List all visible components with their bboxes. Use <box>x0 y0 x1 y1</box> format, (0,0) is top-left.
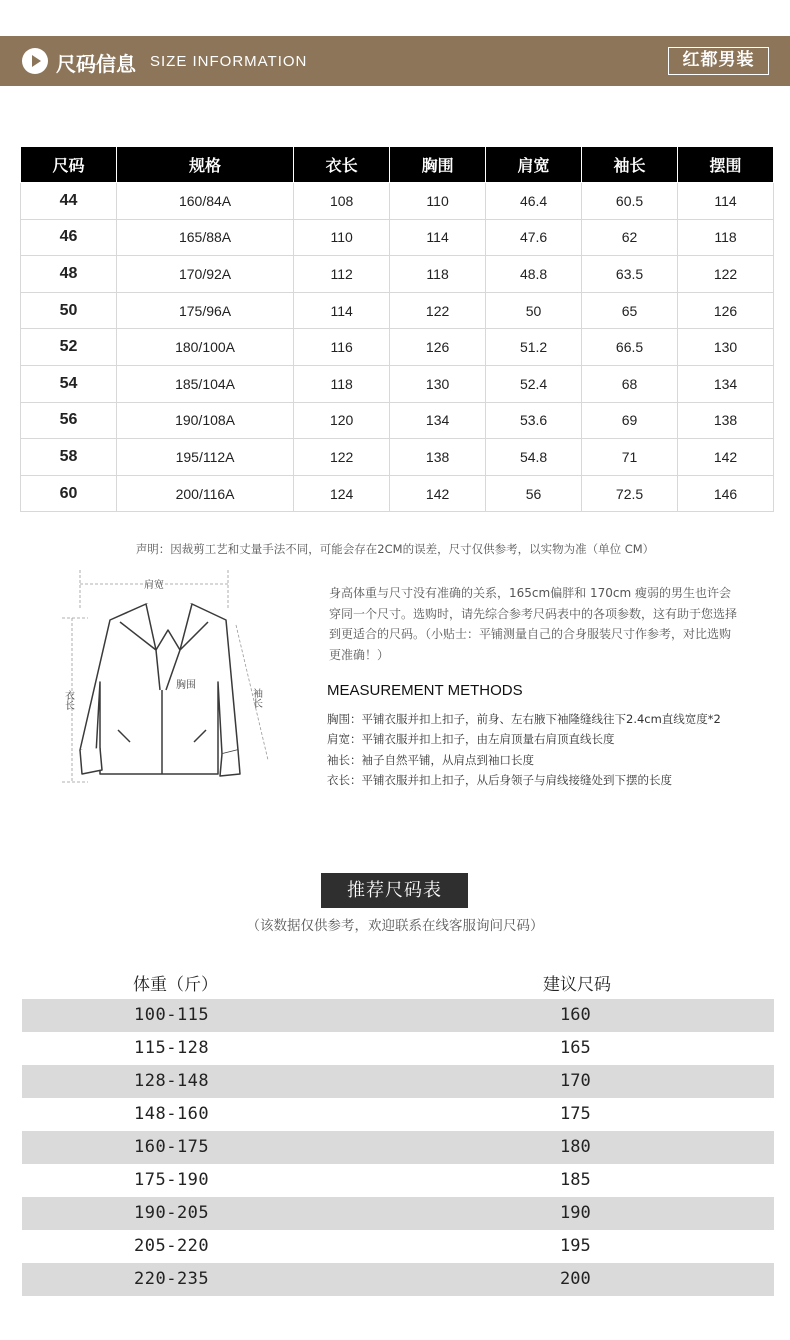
table-cell: 110 <box>294 219 390 256</box>
table-cell: 142 <box>678 439 774 476</box>
section-header <box>0 36 790 86</box>
suggested-size: 165 <box>560 1038 591 1058</box>
table-row <box>21 183 774 220</box>
weight-range: 175-190 <box>134 1170 210 1190</box>
table-cell: 124 <box>294 475 390 512</box>
suggested-size: 200 <box>560 1269 591 1289</box>
suggested-size: 160 <box>560 1005 591 1025</box>
table-cell: 134 <box>390 402 486 439</box>
section-title-en: SIZE INFORMATION <box>150 53 308 70</box>
table-cell: 54.8 <box>486 439 582 476</box>
list-item <box>22 1197 774 1230</box>
method-title: MEASUREMENT METHODS <box>327 682 523 699</box>
table-row <box>21 439 774 476</box>
method-line-sleeve: 袖长：袖子自然平铺，从肩点到袖口长度 <box>327 752 534 767</box>
table-cell: 60.5 <box>582 183 678 220</box>
method-line-length: 衣长：平铺衣服并扣上扣子，从后身领子与肩线接缝处到下摆的长度 <box>327 772 672 787</box>
table-row <box>21 475 774 512</box>
size-cell: 50 <box>21 292 117 329</box>
disclaimer-text: 声明：因裁剪工艺和丈量手法不同，可能会存在2CM的误差，尺寸仅供参考，以实物为准（单位 CM） <box>135 542 655 556</box>
table-cell: 72.5 <box>582 475 678 512</box>
table-row <box>21 256 774 293</box>
list-item <box>22 1263 774 1296</box>
table-cell: 65 <box>582 292 678 329</box>
weight-range: 115-128 <box>134 1038 210 1058</box>
table-cell: 185/104A <box>116 365 293 402</box>
size-cell: 58 <box>21 439 117 476</box>
size-table <box>20 146 774 512</box>
table-cell: 116 <box>294 329 390 366</box>
play-circle-icon <box>22 48 48 74</box>
list-item <box>22 1131 774 1164</box>
list-item <box>22 1032 774 1065</box>
table-cell: 108 <box>294 183 390 220</box>
size-table-header-cell: 肩宽 <box>486 147 582 183</box>
sleeve-label: 袖长 <box>250 688 262 708</box>
suggested-size: 185 <box>560 1170 591 1190</box>
recommend-title: 推荐尺码表 <box>321 873 468 908</box>
table-cell: 180/100A <box>116 329 293 366</box>
table-cell: 190/108A <box>116 402 293 439</box>
weight-range: 205-220 <box>134 1236 210 1256</box>
weight-range: 220-235 <box>134 1269 210 1289</box>
table-row <box>21 365 774 402</box>
recommend-table <box>22 999 774 1296</box>
size-table-header-cell: 胸围 <box>390 147 486 183</box>
table-cell: 51.2 <box>486 329 582 366</box>
table-cell: 146 <box>678 475 774 512</box>
size-cell: 52 <box>21 329 117 366</box>
table-cell: 122 <box>390 292 486 329</box>
table-cell: 126 <box>678 292 774 329</box>
chest-label: 胸围 <box>176 680 196 691</box>
section-title: 尺码信息 <box>56 52 136 76</box>
table-cell: 66.5 <box>582 329 678 366</box>
weight-range: 190-205 <box>134 1203 210 1223</box>
size-cell: 44 <box>21 183 117 220</box>
size-cell: 48 <box>21 256 117 293</box>
method-line-shoulder: 肩宽：平铺衣服并扣上扣子，由左肩顶量右肩顶直线长度 <box>327 732 615 747</box>
table-row <box>21 219 774 256</box>
table-cell: 69 <box>582 402 678 439</box>
table-cell: 114 <box>390 219 486 256</box>
weight-range: 148-160 <box>134 1104 210 1124</box>
size-cell: 60 <box>21 475 117 512</box>
brand-badge: 红都男装 <box>668 47 769 75</box>
size-cell: 46 <box>21 219 117 256</box>
shoulder-label: 肩宽 <box>144 580 164 591</box>
table-cell: 118 <box>678 219 774 256</box>
suggested-size: 190 <box>560 1203 591 1223</box>
table-cell: 110 <box>390 183 486 220</box>
table-cell: 138 <box>678 402 774 439</box>
table-cell: 138 <box>390 439 486 476</box>
weight-range: 100-115 <box>134 1005 210 1025</box>
table-cell: 53.6 <box>486 402 582 439</box>
weight-range: 160-175 <box>134 1137 210 1157</box>
table-cell: 195/112A <box>116 439 293 476</box>
table-cell: 142 <box>390 475 486 512</box>
recommend-subtitle: （该数据仅供参考，欢迎联系在线客服询问尺码） <box>246 918 544 934</box>
table-cell: 122 <box>678 256 774 293</box>
jacket-diagram <box>58 570 278 790</box>
table-cell: 112 <box>294 256 390 293</box>
size-table-header-cell: 尺码 <box>21 147 117 183</box>
list-item <box>22 1098 774 1131</box>
size-table-header-cell: 衣长 <box>294 147 390 183</box>
table-cell: 118 <box>294 365 390 402</box>
table-cell: 63.5 <box>582 256 678 293</box>
table-cell: 120 <box>294 402 390 439</box>
table-cell: 47.6 <box>486 219 582 256</box>
table-cell: 170/92A <box>116 256 293 293</box>
table-cell: 126 <box>390 329 486 366</box>
table-cell: 114 <box>678 183 774 220</box>
table-cell: 62 <box>582 219 678 256</box>
table-cell: 56 <box>486 475 582 512</box>
size-table-header <box>21 147 774 183</box>
table-cell: 68 <box>582 365 678 402</box>
size-table-header-cell: 规格 <box>116 147 293 183</box>
table-cell: 50 <box>486 292 582 329</box>
recommend-head-weight: 体重（斤） <box>133 975 218 995</box>
table-cell: 130 <box>678 329 774 366</box>
table-row <box>21 292 774 329</box>
length-label: 衣长 <box>62 690 74 710</box>
measure-paragraph: 身高体重与尺寸没有准确的关系，165cm偏胖和 170cm 瘦弱的男生也许会穿同一个尺寸。选购时，请先综合参考尺码表中的各项参数，这有助于您选择到更适合的尺码。（小贴士：平铺测量自己的合身服装尺寸作参考，对比选购更准确！） <box>329 586 738 662</box>
list-item <box>22 1164 774 1197</box>
table-cell: 200/116A <box>116 475 293 512</box>
suggested-size: 180 <box>560 1137 591 1157</box>
recommend-head-size: 建议尺码 <box>543 975 611 995</box>
list-item <box>22 1065 774 1098</box>
method-lines <box>327 709 787 790</box>
size-table-header-cell: 袖长 <box>582 147 678 183</box>
table-cell: 114 <box>294 292 390 329</box>
method-line-chest: 胸围：平铺衣服并扣上扣子，前身、左右腋下袖隆缝线往下2.4cm直线宽度*2 <box>327 712 721 726</box>
list-item <box>22 999 774 1032</box>
suggested-size: 175 <box>560 1104 591 1124</box>
table-cell: 46.4 <box>486 183 582 220</box>
table-row <box>21 402 774 439</box>
table-cell: 175/96A <box>116 292 293 329</box>
table-cell: 130 <box>390 365 486 402</box>
size-cell: 56 <box>21 402 117 439</box>
size-cell: 54 <box>21 365 117 402</box>
table-cell: 118 <box>390 256 486 293</box>
size-table-body <box>21 183 774 512</box>
table-cell: 71 <box>582 439 678 476</box>
table-cell: 134 <box>678 365 774 402</box>
table-row <box>21 329 774 366</box>
table-cell: 52.4 <box>486 365 582 402</box>
suggested-size: 170 <box>560 1071 591 1091</box>
size-table-header-cell: 摆围 <box>678 147 774 183</box>
table-cell: 160/84A <box>116 183 293 220</box>
table-cell: 48.8 <box>486 256 582 293</box>
weight-range: 128-148 <box>134 1071 210 1091</box>
list-item <box>22 1230 774 1263</box>
table-cell: 122 <box>294 439 390 476</box>
table-cell: 165/88A <box>116 219 293 256</box>
suggested-size: 195 <box>560 1236 591 1256</box>
